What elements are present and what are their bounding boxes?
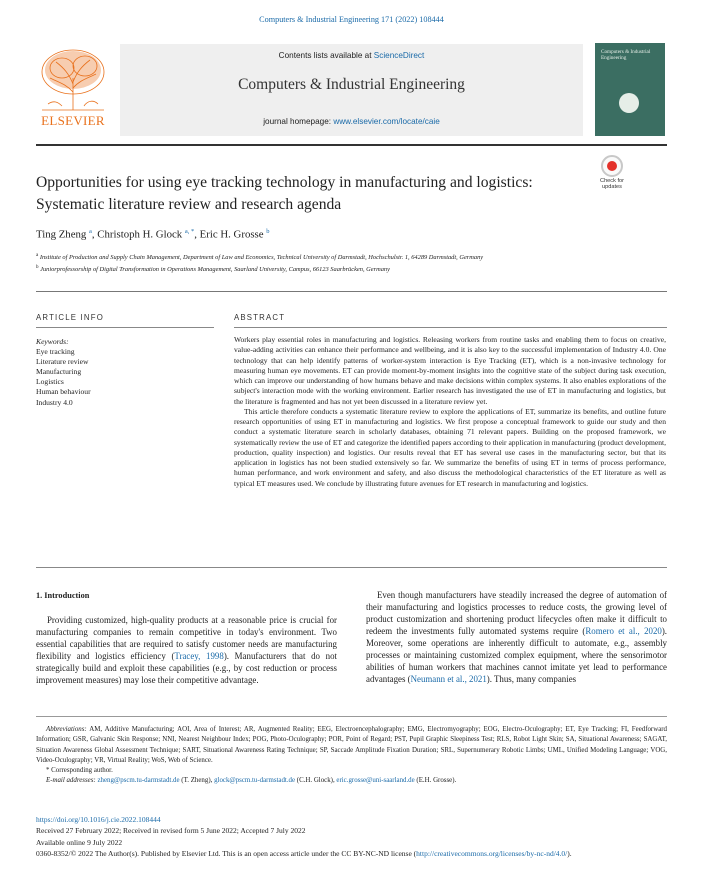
affiliation-divider (36, 291, 667, 292)
corresponding-author-note: * Corresponding author. (46, 767, 113, 775)
homepage-prefix: journal homepage: (263, 117, 334, 126)
body-text: ). Thus, many companies (486, 673, 577, 684)
affiliation-mark: a (36, 253, 39, 258)
email-link[interactable]: eric.grosse@uni-saarland.de (336, 777, 415, 785)
license-link[interactable]: http://creativecommons.org/licenses/by-nc-nd/4.0/ (416, 848, 568, 858)
author-affiliation-mark[interactable]: a, * (184, 228, 195, 235)
check-for-updates-badge[interactable] (593, 155, 631, 193)
keyword-item: Industry 4.0 (36, 397, 73, 407)
author-affiliation-mark[interactable]: a (89, 228, 92, 235)
email-owner: (T. Zheng), (179, 777, 215, 785)
abbreviations-label: Abbreviations: (46, 726, 87, 733)
email-label: E-mail addresses: (46, 777, 96, 785)
body-column-left (36, 615, 337, 687)
article-title: Opportunities for using eye tracking technology in manufacturing and logistics: Systematic literature review and research agenda (36, 174, 533, 213)
citation-link[interactable]: Neumann et al., 2021 (410, 673, 487, 684)
contents-prefix: Contents lists available at (278, 51, 374, 60)
citation-link[interactable]: Tracey, 1998 (174, 650, 224, 661)
keywords-block (36, 337, 214, 408)
license-text: 0360-8352/© 2022 The Author(s). Published by Elsevier Ltd. This is an open access article under the CC BY-NC-ND license ( (36, 848, 417, 858)
email-link[interactable]: glock@pscm.tu-darmstadt.de (214, 777, 296, 785)
footnote-divider (36, 716, 667, 717)
abstract-divider (234, 327, 667, 328)
keyword-item: Literature review (36, 357, 89, 367)
author-name: Ting Zheng (36, 228, 87, 241)
affiliations (36, 251, 667, 275)
abbreviations-footnote (36, 725, 667, 766)
email-owner: (C.H. Glock), (295, 777, 337, 785)
publisher-logo-text: ELSEVIER (41, 113, 105, 128)
publication-info (36, 814, 667, 859)
abstract-heading: ABSTRACT (234, 313, 286, 322)
author-affiliation-mark[interactable]: b (266, 228, 270, 235)
keyword-item: Logistics (36, 377, 64, 387)
affiliation-item (36, 263, 667, 275)
check-updates-icon (601, 155, 623, 177)
section-heading-introduction: 1. Introduction (36, 591, 90, 600)
email-addresses (36, 776, 667, 786)
homepage-line (120, 117, 583, 126)
available-online-date: Available online 9 July 2022 (36, 837, 123, 847)
author-name: Eric H. Grosse (199, 228, 264, 241)
affiliation-text: Juniorprofessorship of Digital Transformation in Operations Management, Saarland University, Campus, 66123 Saarbrücken, Germany (40, 266, 390, 274)
abstract-paragraph: Workers play essential roles in manufacturing and logistics. Releasing workers from routine tasks and enabling them to focus on creative, value-adding activities can enhance their performance and wellbeing, and it is also key to the successful implementation of Industry 4.0. One technology that can help identify patterns of worker-system interaction is Eye Tracking (ET), which is a non-invasive technology for measuring human eye movements. ET can provide moment-by-moment insights into the cognitive state of the subject during task execution, which can improve our understanding of how humans behave and make decisions within complex systems. It also enables explorations of the subject's interaction mode with the working environment. Earlier research has investigated the use of ET in manufacturing and logistics, but the literature is fragmented and has not yet been discussed in a literature review yet. (234, 335, 666, 406)
abbreviations-text: AM, Additive Manufacturing; AOI, Area of Interest; AR, Augmented Reality; EEG, Electroencephalography; EMG, Electromyography; EOG, Electro-Oculography; ET, Eye Tracking; FI, Feedforward Information; GSR, Galvanic Skin Response; NNI, Nearest Neighbour Index; POG, Photo-Oculography; POR, Point of Regard; PST, Pupil Graphic Sleepiness Test; RLS, Robot Light Skin; SA, Situational Awareness; SAGAT, Situation Awareness Global Assessment Technique; SART, Situational Awareness Rating Technique; SP, Saccade Amplitude Fixation Duration; SRL, Supernumerary Robotic Limbs; UML, Unified Modeling Language; VOG, Video-Oculography; VR, Virtual Reality; WoS, Web of Science. (36, 726, 668, 764)
journal-cover-thumbnail[interactable] (595, 43, 665, 136)
body-text: Even though manufacturers have steadily increased the degree of automation of their manufacturing and logistics processes to reduce costs, the growing level of product customization and shortening product lifecycles often make it difficult to redeem the investments fully automated systems require ( (366, 590, 667, 636)
homepage-link[interactable]: www.elsevier.com/locate/caie (333, 117, 440, 126)
article-info-divider (36, 327, 214, 328)
license-statement (36, 848, 667, 859)
body-paragraph (36, 615, 337, 687)
journal-title: Computers & Industrial Engineering (238, 76, 465, 93)
keyword-item: Eye tracking (36, 347, 75, 357)
sciencedirect-link[interactable]: ScienceDirect (373, 51, 425, 60)
received-dates: Received 27 February 2022; Received in revised form 5 June 2022; Accepted 7 July 2022 (36, 826, 306, 836)
footnotes (36, 725, 667, 787)
abstract-end-divider (36, 567, 667, 568)
body-paragraph (366, 590, 667, 686)
journal-citation[interactable]: Computers & Industrial Engineering 171 (2022) 108444 (259, 15, 444, 24)
license-text-end: ). (567, 848, 572, 858)
keywords-label: Keywords: (36, 337, 69, 346)
body-text: ). Moreover, some operations are inherently difficult to automate, e.g., assembly processes or maintaining customized complex equipment, where the sensorimotor abilities of human workers that machines cannot imitate yet lead to performance advantages ( (366, 625, 668, 684)
affiliation-mark: b (36, 265, 39, 271)
cover-title: Computers & Industrial Engineering (601, 49, 651, 62)
citation-link[interactable]: Romero et al., 2020 (585, 625, 662, 636)
email-link[interactable]: zheng@pscm.tu-darmstadt.de (97, 777, 180, 785)
abstract-body (234, 335, 666, 489)
body-text: ). Manufacturers that do not strategically build and exploit these capabilities (e.g., by cost reduction or process improvement measures) may lose their competitive advantage. (36, 650, 337, 685)
check-updates-label: Check for updates (600, 178, 624, 190)
keyword-item: Human behaviour (36, 387, 91, 397)
cover-emblem-icon (619, 93, 639, 113)
affiliation-item (36, 251, 667, 263)
doi-link[interactable]: https://doi.org/10.1016/j.cie.2022.108444 (36, 815, 161, 824)
header-divider (36, 144, 667, 146)
author-list: Ting Zheng $^a$, Christoph H. Glock $^{a, *}$, Eric H. Grosse $^b$ (36, 228, 270, 241)
author-name: Christoph H. Glock (97, 228, 183, 241)
article-info-heading: ARTICLE INFO (36, 313, 104, 322)
email-owner: (E.H. Grosse). (414, 777, 457, 785)
body-text: Providing customized, high-quality products at a reasonable price is crucial for manufacturing companies to remain competitive in today's environment. Two essential capabilities that are required to satisfy customer needs are manufacturing flexibility and logistics efficiency ( (36, 615, 337, 661)
contents-line (120, 51, 583, 60)
body-column-right (366, 590, 667, 686)
keyword-item: Manufacturing (36, 367, 82, 377)
abstract-paragraph: This article therefore conducts a systematic literature review to explore the applications of ET, summarize its benefits, and outline future research opportunities of using ET in manufacturing and logistics. We first propose a conceptual framework to guide our study and then conduct a systematic literature search in scholarly databases, obtaining 71 relevant papers. Building on the proposed framework, we systematically review the use of ET and categorize the identified papers according to their application in manufacturing (product development, production, quality inspection) and logistics. Our results reveal that ET has several use cases in the manufacturing sector, but that its application in logistics has not been studied extensively so far. We summarize the benefits of using ET in terms of process performance, human performance, and work environment and safety, and also discuss the methodological characteristics of the ET literature as well as typical ET measures used. We conclude by illustrating future avenues for ET research in manufacturing and logistics. (234, 406, 666, 488)
affiliation-text: Institute of Production and Supply Chain Management, Department of Law and Economics, Technical University of Darmstadt, Hochschulstr. 1, 64289 Darmstadt, Germany (39, 254, 484, 262)
